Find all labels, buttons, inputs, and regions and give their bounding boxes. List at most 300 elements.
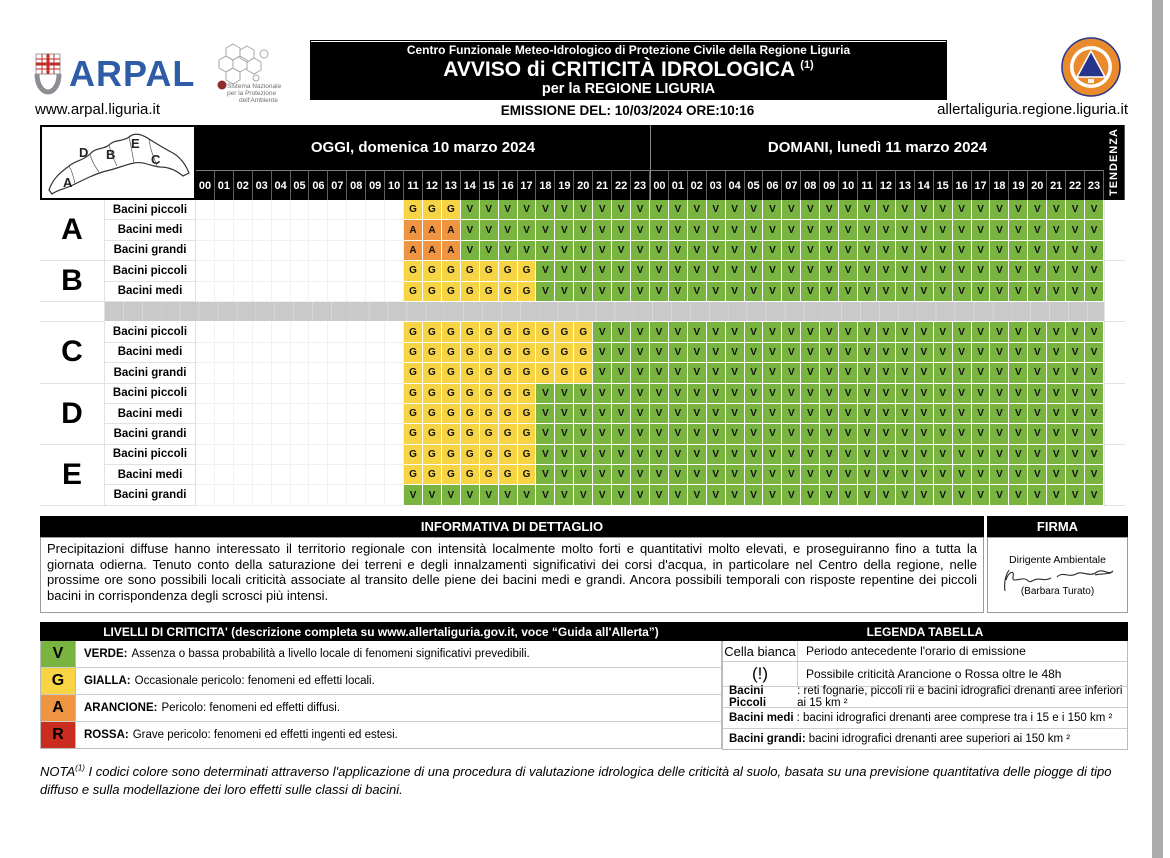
criticity-cell: G	[499, 322, 518, 342]
criticity-cell: V	[480, 485, 499, 505]
zone-letter-C: C	[40, 322, 105, 383]
criticity-cell: V	[726, 363, 745, 383]
criticity-cell	[291, 282, 310, 302]
livelli-row-V	[41, 641, 721, 667]
criticity-cell: V	[896, 220, 915, 240]
criticity-cell: V	[934, 363, 953, 383]
criticity-cell: V	[688, 363, 707, 383]
criticity-cell	[234, 220, 253, 240]
row-label: Bacini piccoli	[105, 445, 196, 465]
criticity-cell: V	[990, 282, 1009, 302]
livelli-row-A	[41, 694, 721, 721]
criticity-cell: V	[953, 465, 972, 485]
row-label: Bacini piccoli	[105, 322, 196, 342]
criticity-cell: V	[1009, 200, 1028, 220]
criticity-cell: G	[499, 363, 518, 383]
criticity-cell: V	[896, 200, 915, 220]
criticity-cell: G	[423, 465, 442, 485]
criticity-cell: G	[404, 384, 423, 404]
criticity-cell: V	[839, 445, 858, 465]
criticity-cell: V	[877, 363, 896, 383]
hour-label: 20	[1028, 170, 1047, 200]
criticity-cell: G	[536, 363, 555, 383]
criticity-cell: G	[461, 282, 480, 302]
criticity-cell: V	[631, 384, 650, 404]
criticity-cell: V	[1047, 200, 1066, 220]
criticity-cell: V	[820, 485, 839, 505]
criticity-cell: V	[650, 384, 669, 404]
criticity-cell: V	[839, 282, 858, 302]
criticity-cell	[328, 200, 347, 220]
criticity-cell: V	[953, 241, 972, 261]
criticity-cell: V	[726, 220, 745, 240]
criticity-cell: V	[953, 384, 972, 404]
criticity-cell: V	[631, 322, 650, 342]
criticity-cell: V	[669, 261, 688, 281]
criticity-cell: V	[877, 241, 896, 261]
criticity-cell: V	[745, 424, 764, 444]
criticity-cell	[366, 322, 385, 342]
criticity-cell: G	[404, 465, 423, 485]
criticity-cell: G	[518, 363, 537, 383]
criticity-cell	[385, 384, 404, 404]
criticity-cell: V	[934, 384, 953, 404]
criticity-cell: V	[726, 200, 745, 220]
svg-text:E: E	[131, 135, 140, 151]
criticity-cell: V	[631, 241, 650, 261]
criticity-cell: V	[1009, 261, 1028, 281]
criticity-cell: G	[480, 261, 499, 281]
criticity-cell: V	[745, 485, 764, 505]
criticity-cell: V	[726, 343, 745, 363]
criticity-cell: V	[820, 384, 839, 404]
hour-label: 12	[423, 170, 442, 200]
criticity-cell: V	[934, 485, 953, 505]
criticity-cell: V	[745, 282, 764, 302]
criticity-cell: V	[763, 241, 782, 261]
title-box	[310, 40, 947, 100]
liguria-zones-map	[40, 125, 196, 200]
criticity-cell	[366, 465, 385, 485]
criticity-cell: V	[745, 343, 764, 363]
criticity-cell: V	[972, 261, 991, 281]
criticity-cell: G	[461, 424, 480, 444]
arpal-url[interactable]: www.arpal.liguria.it	[35, 101, 161, 118]
criticity-cell: V	[1047, 220, 1066, 240]
criticity-cell: V	[518, 241, 537, 261]
criticity-cell: V	[423, 485, 442, 505]
criticity-cell	[328, 241, 347, 261]
criticity-cell: V	[915, 322, 934, 342]
criticity-cell: G	[442, 363, 461, 383]
criticity-cell: G	[480, 465, 499, 485]
criticity-cell: V	[593, 445, 612, 465]
criticity-cell: G	[423, 404, 442, 424]
hour-label: 11	[404, 170, 423, 200]
hour-label: 23	[631, 170, 650, 200]
criticity-cell: V	[990, 465, 1009, 485]
criticity-cell: V	[650, 445, 669, 465]
criticity-cell	[366, 363, 385, 383]
criticity-cell: V	[1066, 241, 1085, 261]
criticity-cell: G	[555, 343, 574, 363]
criticity-cell: V	[896, 404, 915, 424]
hour-label: 06	[309, 170, 328, 200]
criticity-cell: V	[1085, 424, 1104, 444]
criticity-cell: V	[763, 200, 782, 220]
criticity-cell: V	[745, 384, 764, 404]
criticity-cell: V	[896, 465, 915, 485]
criticity-cell: V	[1066, 384, 1085, 404]
criticity-cell: V	[934, 404, 953, 424]
criticity-cell: V	[934, 282, 953, 302]
title-line2: AVVISO di CRITICITÀ IDROLOGICA $^{(1)}$	[443, 57, 814, 81]
criticity-cell: V	[555, 282, 574, 302]
criticity-cell: V	[669, 485, 688, 505]
criticity-cell: G	[480, 282, 499, 302]
criticity-cell: G	[423, 384, 442, 404]
criticity-cell: V	[934, 220, 953, 240]
criticity-cell	[328, 404, 347, 424]
criticity-cell: V	[953, 282, 972, 302]
hour-label: 16	[953, 170, 972, 200]
row-label: Bacini piccoli	[105, 261, 196, 281]
criticity-cell: V	[574, 445, 593, 465]
criticity-cell: V	[858, 424, 877, 444]
criticity-cell: V	[574, 465, 593, 485]
criticity-cell: V	[612, 241, 631, 261]
criticity-cell: V	[801, 424, 820, 444]
criticity-cell	[234, 322, 253, 342]
hour-label: 05	[291, 170, 310, 200]
criticity-cell: V	[461, 241, 480, 261]
criticity-cell: V	[763, 485, 782, 505]
criticity-cell	[366, 485, 385, 505]
criticity-cell	[253, 445, 272, 465]
criticity-cell: G	[480, 363, 499, 383]
criticity-cell: V	[877, 404, 896, 424]
criticity-cell: V	[726, 241, 745, 261]
criticity-cell: V	[650, 322, 669, 342]
criticity-cell: V	[669, 424, 688, 444]
criticity-cell	[253, 384, 272, 404]
criticity-cell: V	[1085, 343, 1104, 363]
svg-text:A: A	[63, 174, 73, 190]
criticity-cell: V	[972, 424, 991, 444]
criticity-cell: G	[442, 424, 461, 444]
criticity-cell	[253, 241, 272, 261]
criticity-cell: V	[972, 282, 991, 302]
criticity-cell: V	[1028, 322, 1047, 342]
criticity-cell: V	[877, 200, 896, 220]
criticity-cell: V	[707, 220, 726, 240]
criticity-cell	[385, 322, 404, 342]
criticity-cell: V	[1028, 282, 1047, 302]
scrollbar[interactable]	[1152, 0, 1163, 858]
criticity-cell: V	[688, 343, 707, 363]
criticity-cell	[291, 445, 310, 465]
criticity-cell: V	[953, 200, 972, 220]
criticity-cell: V	[782, 200, 801, 220]
criticity-cell	[291, 465, 310, 485]
criticity-cell: G	[442, 404, 461, 424]
criticity-cell: V	[839, 343, 858, 363]
day-header-oggi: OGGI, domenica 10 marzo 2024	[196, 125, 650, 170]
criticity-cell: G	[404, 445, 423, 465]
criticity-cell: V	[858, 363, 877, 383]
criticity-cell: V	[1028, 465, 1047, 485]
criticity-cell: V	[1085, 241, 1104, 261]
criticity-cell: V	[1047, 363, 1066, 383]
criticity-cell: V	[972, 363, 991, 383]
criticity-cell: G	[499, 424, 518, 444]
criticity-cell: V	[1009, 445, 1028, 465]
criticity-cell	[253, 363, 272, 383]
criticity-cell: G	[518, 424, 537, 444]
criticity-cell: V	[612, 322, 631, 342]
criticity-cell: V	[669, 200, 688, 220]
criticity-cell	[196, 200, 215, 220]
level-chip-G: G	[41, 668, 76, 694]
hour-label: 08	[801, 170, 820, 200]
criticity-cell	[385, 485, 404, 505]
criticity-cell: V	[953, 485, 972, 505]
row-label: Bacini medi	[105, 343, 196, 363]
criticity-cell: V	[934, 445, 953, 465]
criticity-cell	[253, 465, 272, 485]
criticity-cell: G	[404, 322, 423, 342]
criticity-cell	[272, 404, 291, 424]
zone-letter-E: E	[40, 445, 105, 506]
criticity-cell: V	[972, 384, 991, 404]
criticity-cell: V	[839, 363, 858, 383]
criticity-cell: V	[990, 261, 1009, 281]
criticity-cell: V	[858, 241, 877, 261]
criticity-cell: G	[423, 445, 442, 465]
criticity-cell	[215, 485, 234, 505]
informativa-body: Precipitazioni diffuse hanno interessato il territorio regionale con intensità localmente molto forti e quantitativi molto elevati, e proseguiranno fino a tutta la giornata odierna. Tenuto conto della saturazione dei terreni e degli innalzamenti significativi dei corsi d'acqua, in particolare nel Centro della regione, nelle prossime ore sono possibili locali criticità associate al transito delle piene dei bacini medi e grandi. Ancora possibili temporali con risposte repentine dei piccoli bacini in corrispondenza degli scrosci più intensi.	[40, 537, 984, 613]
criticity-cell: V	[858, 465, 877, 485]
criticity-cell: V	[688, 261, 707, 281]
criticity-cell	[385, 343, 404, 363]
criticity-cell: V	[1047, 465, 1066, 485]
criticity-cell: V	[1028, 404, 1047, 424]
criticity-cell: G	[518, 404, 537, 424]
criticity-cell: V	[726, 384, 745, 404]
criticity-cell: V	[669, 343, 688, 363]
criticity-cell	[196, 424, 215, 444]
criticity-cell: V	[745, 404, 764, 424]
criticity-cell	[291, 261, 310, 281]
criticity-cell	[196, 343, 215, 363]
criticity-cell	[291, 363, 310, 383]
criticity-cell: V	[1085, 485, 1104, 505]
criticity-cell: V	[593, 465, 612, 485]
criticity-cell: V	[612, 404, 631, 424]
criticity-cell: G	[442, 322, 461, 342]
criticity-cell: V	[1009, 220, 1028, 240]
criticity-cell: V	[782, 261, 801, 281]
criticity-cell: A	[442, 220, 461, 240]
criticity-cell: V	[1066, 363, 1085, 383]
row-label: Bacini grandi	[105, 424, 196, 444]
criticity-cell: V	[801, 200, 820, 220]
criticity-cell: V	[820, 220, 839, 240]
criticity-cell: V	[442, 485, 461, 505]
level-description: ARANCIONE: Pericolo: fenomeni ed effetti diffusi.	[84, 702, 341, 714]
criticity-cell	[272, 363, 291, 383]
criticity-cell: V	[763, 261, 782, 281]
genoa-cross-icon	[33, 52, 63, 96]
livelli-row-G	[41, 667, 721, 694]
title-line1: Centro Funzionale Meteo-Idrologico di Protezione Civile della Regione Liguria	[406, 43, 851, 58]
criticity-cell	[385, 200, 404, 220]
snpa-text-3: dell'Ambiente	[239, 97, 278, 104]
nota-footnote: NOTA$^{(1)}$ I codici colore sono determinati attraverso l'applicazione di una procedura di valutazione idrologica delle criticità al suolo, basata su una previsione quantitativa delle piogge di tipo diffuso e sulla modellazione dei loro effetti sulle classi di bacini.	[40, 763, 1112, 797]
criticity-cell: V	[820, 363, 839, 383]
criticity-cell: V	[707, 465, 726, 485]
criticity-cell: V	[726, 424, 745, 444]
criticity-cell: V	[631, 363, 650, 383]
criticity-cell: V	[801, 241, 820, 261]
firma-header: FIRMA	[987, 516, 1128, 537]
criticity-cell: V	[820, 465, 839, 485]
criticity-cell	[196, 445, 215, 465]
criticity-cell: V	[801, 220, 820, 240]
legenda-term: Cella bianca	[723, 641, 798, 661]
hour-label: 20	[574, 170, 593, 200]
criticity-cell: V	[763, 322, 782, 342]
criticity-cell: V	[1066, 404, 1085, 424]
hour-label: 22	[612, 170, 631, 200]
criticity-cell: V	[972, 322, 991, 342]
criticity-cell	[366, 261, 385, 281]
tendenza-header: TENDENZA	[1104, 125, 1125, 200]
criticity-cell: V	[650, 485, 669, 505]
criticity-cell: G	[518, 445, 537, 465]
criticity-cell: V	[593, 261, 612, 281]
criticity-cell: G	[555, 322, 574, 342]
criticity-cell	[215, 282, 234, 302]
arpal-wordmark: ARPAL	[69, 53, 196, 94]
criticity-cell: V	[707, 404, 726, 424]
criticity-cell: V	[745, 200, 764, 220]
hour-label: 18	[990, 170, 1009, 200]
criticity-cell	[234, 384, 253, 404]
criticity-cell: V	[593, 220, 612, 240]
criticity-cell: V	[1066, 485, 1085, 505]
criticity-cell: V	[801, 282, 820, 302]
criticity-cell: V	[839, 200, 858, 220]
criticity-cell: V	[858, 322, 877, 342]
criticity-cell	[366, 404, 385, 424]
criticity-cell	[253, 343, 272, 363]
criticity-cell: V	[631, 465, 650, 485]
criticity-cell	[328, 282, 347, 302]
criticity-cell: V	[1066, 322, 1085, 342]
criticity-cell: V	[1047, 424, 1066, 444]
criticity-cell: V	[801, 485, 820, 505]
row-label: Bacini grandi	[105, 363, 196, 383]
criticity-cell: V	[1028, 363, 1047, 383]
criticity-cell: V	[499, 241, 518, 261]
livelli-table	[40, 641, 722, 749]
criticity-cell	[253, 424, 272, 444]
criticity-cell: V	[896, 322, 915, 342]
criticity-cell: V	[990, 322, 1009, 342]
criticity-cell: V	[820, 424, 839, 444]
criticity-cell	[234, 445, 253, 465]
criticity-cell	[234, 343, 253, 363]
criticity-cell	[272, 322, 291, 342]
criticity-cell: G	[499, 261, 518, 281]
criticity-cell: V	[1085, 465, 1104, 485]
criticity-cell: V	[915, 261, 934, 281]
criticity-cell: V	[896, 343, 915, 363]
criticity-cell: V	[839, 424, 858, 444]
criticity-cell: V	[574, 424, 593, 444]
criticity-cell: V	[1047, 445, 1066, 465]
criticity-cell: V	[763, 343, 782, 363]
hour-label: 10	[839, 170, 858, 200]
criticity-cell: V	[1047, 384, 1066, 404]
criticity-cell: G	[442, 282, 461, 302]
level-chip-R: R	[41, 722, 76, 748]
row-label: Bacini piccoli	[105, 384, 196, 404]
legenda-full-row	[723, 728, 1127, 749]
criticity-cell: V	[1009, 465, 1028, 485]
level-chip-A: A	[41, 695, 76, 721]
criticity-cell: V	[726, 445, 745, 465]
criticity-cell	[215, 343, 234, 363]
criticity-cell	[234, 282, 253, 302]
criticity-cell: G	[480, 424, 499, 444]
tendenza-cell-C	[1104, 322, 1125, 383]
arpal-logo	[33, 52, 195, 96]
legenda-header: LEGENDA TABELLA	[722, 622, 1128, 641]
criticity-cell: V	[990, 384, 1009, 404]
criticity-cell: V	[669, 445, 688, 465]
criticity-cell	[215, 363, 234, 383]
criticity-cell: V	[461, 220, 480, 240]
hour-label: 05	[745, 170, 764, 200]
criticity-cell: V	[650, 282, 669, 302]
criticity-cell	[272, 343, 291, 363]
allerta-url[interactable]: allertaliguria.regione.liguria.it	[937, 101, 1128, 118]
zone-letter-A: A	[40, 200, 105, 261]
criticity-cell: G	[518, 322, 537, 342]
criticity-cell	[272, 384, 291, 404]
criticity-cell	[272, 200, 291, 220]
criticity-cell: G	[499, 465, 518, 485]
criticity-cell: V	[555, 384, 574, 404]
criticity-cell	[291, 384, 310, 404]
criticity-cell: V	[574, 485, 593, 505]
criticity-cell	[272, 282, 291, 302]
criticity-cell: V	[707, 322, 726, 342]
criticity-cell	[253, 404, 272, 424]
criticity-cell	[366, 343, 385, 363]
criticity-cell: V	[1047, 322, 1066, 342]
criticity-cell: V	[782, 322, 801, 342]
emission-line: EMISSIONE DEL: 10/03/2024 ORE:10:16	[500, 103, 755, 118]
hour-label: 11	[858, 170, 877, 200]
criticity-cell: V	[631, 424, 650, 444]
criticity-cell: V	[1066, 424, 1085, 444]
criticity-cell	[196, 322, 215, 342]
criticity-cell: V	[461, 485, 480, 505]
criticity-cell: V	[745, 445, 764, 465]
